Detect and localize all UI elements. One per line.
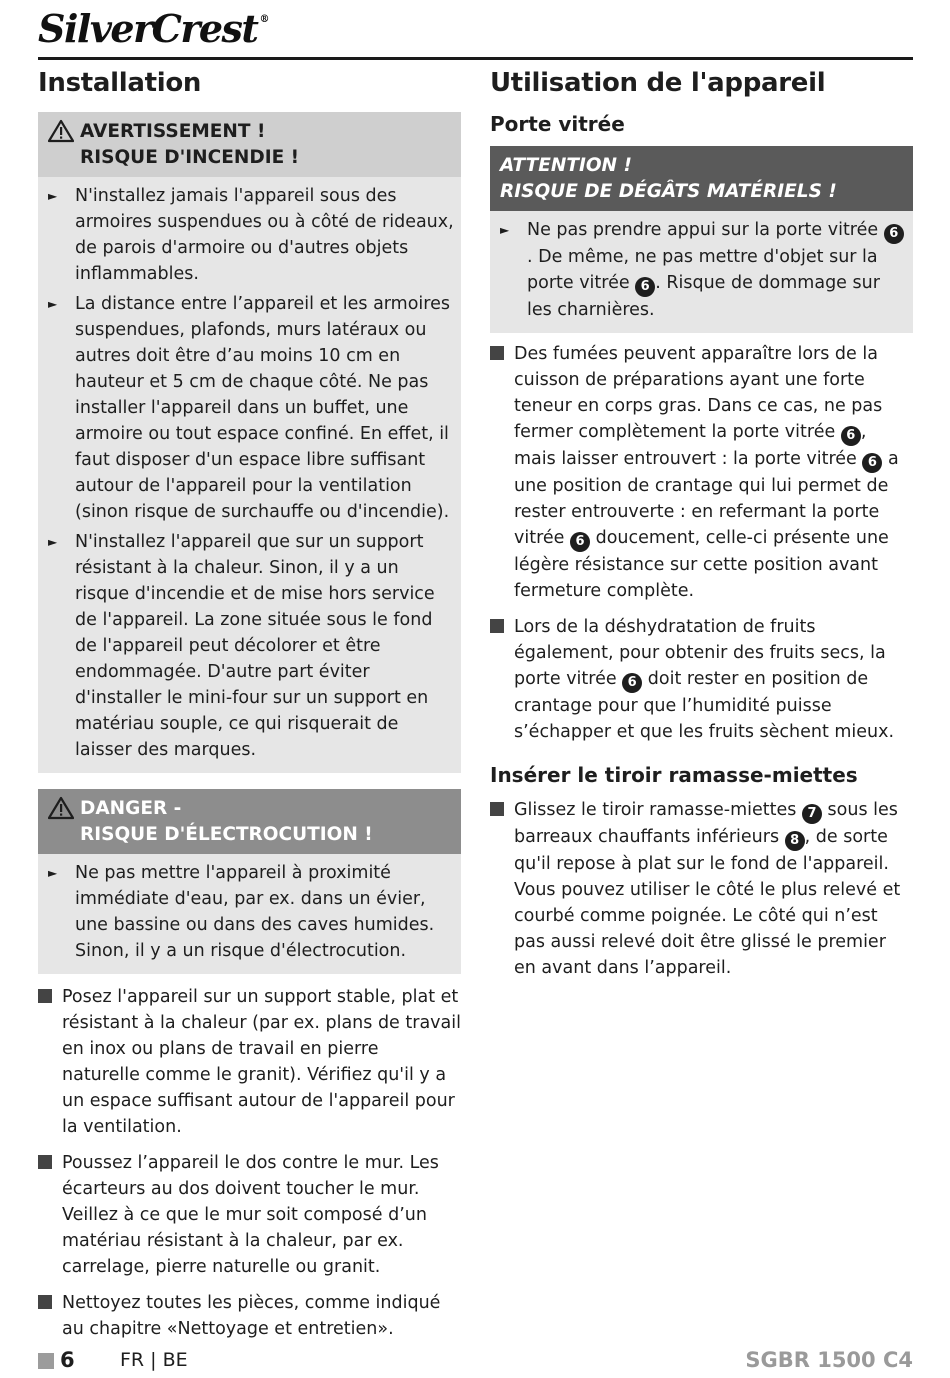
page-number: 6 <box>60 1348 75 1372</box>
square-bullet-icon <box>38 989 52 1003</box>
list-item-text: Glissez le tiroir ramasse-miettes 7 sous les barreaux chauffants inférieurs 8 , de sorte qu'il repose à plat sur le fond de l'appareil. Vous pouvez utiliser le côté le plus relevé et courbé comme poignée. Le côté qui n’est pas aussi relevé doit être glissé le premier en avant dans l’appareil. <box>514 800 901 978</box>
part-number-badge: 6 <box>862 453 882 473</box>
warning-triangle-icon <box>48 119 74 145</box>
list-item <box>38 1150 461 1280</box>
list-item <box>38 984 461 1140</box>
shock-warning-heading <box>38 789 461 854</box>
arrow-bullet-icon: ► <box>48 535 58 549</box>
part-number-badge: 6 <box>635 277 655 297</box>
section-title-utilisation: Utilisation de l'appareil <box>490 68 826 98</box>
list-item-text: La distance entre l’appareil et les armoires suspendues, plafonds, murs latéraux ou autres doit être d’au moins 10 cm en hauteur et 5 cm de chaque côté. Ne pas installer l'appareil dans un buffet, une armoire ou tout espace confiné. En effet, il faut disposer d'un espace libre suffisant autour de l'appareil pour la ventilation (sinon risque de surchauffe ou d'incendie). <box>75 294 450 522</box>
arrow-bullet-icon: ► <box>48 297 58 311</box>
warning-triangle-icon <box>48 796 74 822</box>
brand-reg: ® <box>259 14 268 25</box>
list-item-text: Nettoyez toutes les pièces, comme indiqué au chapitre «Nettoyage et entretien». <box>62 1293 441 1339</box>
section-title-installation: Installation <box>38 68 202 98</box>
header-rule <box>38 57 913 60</box>
list-item <box>490 341 913 604</box>
list-item-text: Ne pas prendre appui sur la porte vitrée 6. De même, ne pas mettre d'objet sur la porte vitrée 6 . Risque de dommage sur les charnières. <box>527 217 909 323</box>
shock-warning-title-2: RISQUE D'ÉLECTROCUTION ! <box>80 824 373 845</box>
left-column <box>38 66 461 1352</box>
brand-name: SilverCrest <box>38 6 258 51</box>
shock-warning-body <box>38 854 461 974</box>
fire-warning-title-1: AVERTISSEMENT ! <box>80 121 266 142</box>
shock-warning-title-1: DANGER - <box>80 798 182 819</box>
part-number-badge: 8 <box>785 831 805 851</box>
part-number-badge: 6 <box>841 426 861 446</box>
arrow-bullet-icon: ► <box>500 223 510 237</box>
fire-warning-box <box>38 112 461 773</box>
subsection-title-door: Porte vitrée <box>490 112 625 136</box>
list-item-text: Lors de la déshydratation de fruits également, pour obtenir des fruits secs, la porte vitrée 6 doit rester en position de crantage pour que l’humidité puisse s’échapper et que les fruits sèchent mieux. <box>514 617 895 742</box>
arrow-bullet-icon: ► <box>48 866 58 880</box>
fire-warning-body <box>38 177 461 773</box>
list-item-text: Posez l'appareil sur un support stable, plat et résistant à la chaleur (par ex. plans de travail en inox ou plans de travail en pierre naturelle comme le granit). Vérifiez qu'il y a un espace suffisant autour de l'appareil pour la ventilation. <box>62 987 461 1137</box>
right-column <box>490 66 913 991</box>
brand-logo <box>38 6 268 51</box>
list-item <box>48 860 457 964</box>
footer-square-icon <box>38 1353 54 1369</box>
list-item <box>48 529 457 763</box>
list-item-text: N'installez l'appareil que sur un support résistant à la chaleur. Sinon, il y a un risque d'incendie et de mise hors service de l'appareil. La zone située sous le fond de l'appareil peut décolorer et être endommagée. D'autre part éviter d'installer le mini-four sur un support en matériau souple, ce qui risquerait de laisser des marques. <box>75 532 435 760</box>
part-number-badge: 6 <box>884 224 904 244</box>
fire-warning-heading <box>38 112 461 177</box>
square-bullet-icon <box>490 619 504 633</box>
installation-bullets <box>38 984 461 1342</box>
shock-warning-box <box>38 789 461 974</box>
attention-title-2: RISQUE DE DÉGÂTS MATÉRIELS ! <box>500 181 837 202</box>
square-bullet-icon <box>38 1295 52 1309</box>
list-item <box>490 797 913 981</box>
list-item-text: Des fumées peuvent apparaître lors de la cuisson de préparations ayant une forte teneur en corps gras. Dans ce cas, ne pas fermer complètement la porte vitrée 6 , mais laisser entrouvert : la porte vitrée 6 a une position de crantage qui lui permet de rester entrouverte : en refermant la porte vitrée 6 doucement, celle-ci présente une légère résistance sur cette position avant fermeture complète. <box>514 344 899 601</box>
part-number-badge: 7 <box>802 804 822 824</box>
list-item-text: Poussez l’appareil le dos contre le mur. Les écarteurs au dos doivent toucher le mur. Veillez à ce que le mur soit composé d’un matériau résistant à la chaleur, par ex. carrelage, pierre naturelle ou granit. <box>62 1153 439 1277</box>
list-item <box>48 291 457 525</box>
fire-warning-title-2: RISQUE D'INCENDIE ! <box>80 147 300 168</box>
list-item <box>38 1290 461 1342</box>
square-bullet-icon <box>490 802 504 816</box>
part-number-badge: 6 <box>622 673 642 693</box>
list-item-text: N'installez jamais l'appareil sous des armoires suspendues ou à côté de rideaux, de parois d'armoire ou d'autres objets inflammables. <box>75 186 454 284</box>
attention-body <box>490 211 913 333</box>
part-number-badge: 6 <box>570 532 590 552</box>
arrow-bullet-icon: ► <box>48 189 58 203</box>
attention-title-1: ATTENTION ! <box>500 155 632 176</box>
list-item <box>490 614 913 745</box>
model-number: SGBR 1500 C4 <box>745 1348 913 1372</box>
square-bullet-icon <box>490 346 504 360</box>
square-bullet-icon <box>38 1155 52 1169</box>
attention-heading <box>490 146 913 211</box>
list-item <box>48 183 457 287</box>
door-bullets <box>490 341 913 745</box>
attention-box <box>490 146 913 333</box>
list-item <box>500 217 909 323</box>
subsection-title-crumb-tray: Insérer le tiroir ramasse-miettes <box>490 763 858 787</box>
language-code: FR | BE <box>120 1349 188 1371</box>
list-item-text: Ne pas mettre l'appareil à proximité immédiate d'eau, par ex. dans un évier, une bassine ou dans des caves humides. Sinon, il y a un risque d'électrocution. <box>75 863 435 961</box>
